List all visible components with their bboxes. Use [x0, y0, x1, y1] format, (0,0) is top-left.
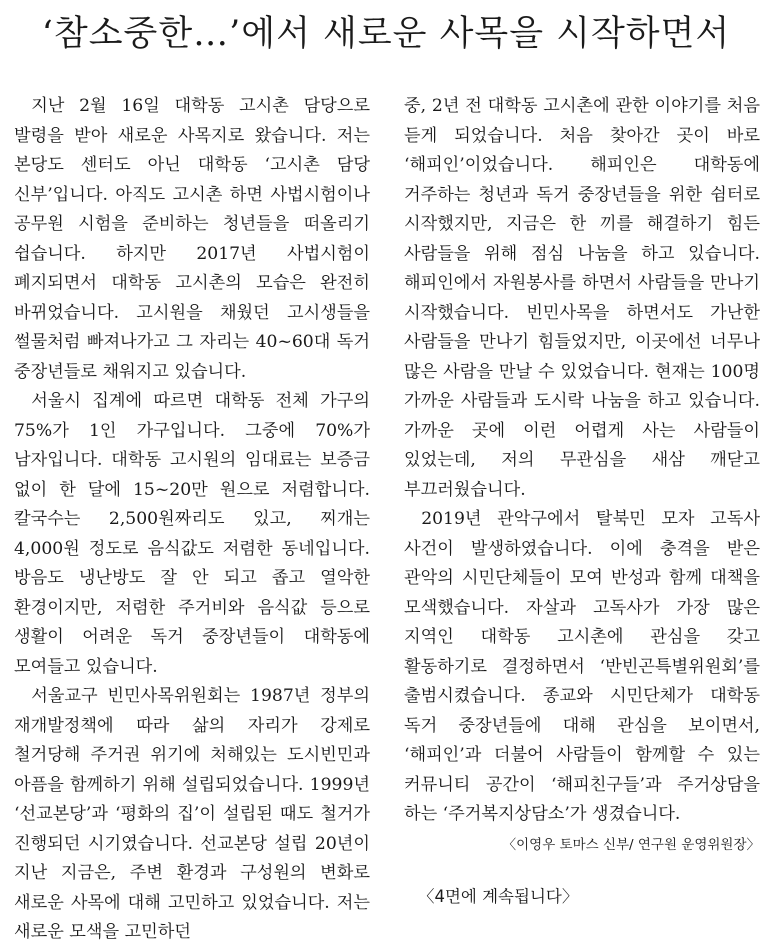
paragraph-5: 2019년 관악구에서 탈북민 모자 고독사 사건이 발생하였습니다. 이에 충격을 받은 관악의 시민단체들이 모여 반성과 함께 대책을 모색했습니다. 자살과 고독사가 가장 많은 지역인 대학동 고시촌에 관심을 갖고 활동하기로 결정하면서 ‘반빈곤특별위원회’를 출범시켰습니다. 종교와 시민단체가 대학동 독거 중장년들에 대해 관심을 보이면서, ‘해피인’과 더불어 사람들이 함께할 수 있는 커뮤니티 공간이 ‘해피친구들’과 주거상담을 하는 ‘주거복지상담소’가 생겼습니다.	[404, 509, 760, 824]
paragraph-4: 중, 2년 전 대학동 고시촌에 관한 이야기를 처음 듣게 되었습니다. 처음 찾아간 곳이 바로 ‘해피인’이었습니다. 해피인은 대학동에 거주하는 청년과 독거 중장년들을 위한 쉼터로 시작했지만, 지금은 한 끼를 해결하기 힘든 사람들을 위해 점심 나눔을 하고 있습니다. 해피인에서 자원봉사를 하면서 사람들을 만나기 시작했습니다. 빈민사목을 하면서도 가난한 사람들을 만나기 힘들었지만, 이곳에선 너무나 많은 사람을 만날 수 있었습니다. 현재는 100명 가까운 사람들과 도시락 나눔을 하고 있습니다. 가까운 곳에 이런 어렵게 사는 사람들이 있었는데, 저의 무관심을 새삼 깨닫고 부끄러웠습니다.	[404, 96, 760, 500]
article-title: ‘참소중한…’에서 새로운 사목을 시작하면서	[41, 14, 731, 54]
paragraph-3: 서울교구 빈민사목위원회는 1987년 정부의 재개발정책에 따라 삶의 자리가 강제로 철거당해 주거권 위기에 처해있는 도시빈민과 아픔을 함께하기 위해 설립되었습니다. 1999년 ‘선교본당’과 ‘평화의 집’이 설립된 때도 철거가 진행되던 시기였습니다. 선교본당 설립 20년이 지난 지금은, 주변 환경과 구성원의 변화로 새로운 사목에 대해 고민하고 있었습니다. 저는 새로운 모색을 고민하던	[14, 686, 370, 942]
paragraph-1: 지난 2월 16일 대학동 고시촌 담당으로 발령을 받아 새로운 사목지로 왔습니다. 저는 본당도 센터도 아닌 대학동 ‘고시촌 담당 신부’입니다. 아직도 고시촌 하면 사법시험이나 공무원 시험을 준비하는 청년들을 떠올리기 쉽습니다. 하지만 2017년 사법시험이 폐지되면서 대학동 고시촌의 모습은 완전히 바뀌었습니다. 고시원을 채웠던 고시생들을 썰물처럼 빠져나가고 그 자리는 40~60대 독거 중장년들로 채워지고 있습니다.	[14, 96, 370, 382]
article-left-column	[14, 92, 370, 948]
article-right-column	[404, 92, 760, 910]
author-byline: 〈이영우 토마스 신부/ 연구원 운영위원장〉	[502, 836, 760, 853]
continued-note: 〈4면에 계속됩니다〉	[418, 886, 579, 906]
paragraph-2: 서울시 집계에 따르면 대학동 전체 가구의 75%가 1인 가구입니다. 그중에 70%가 남자입니다. 대학동 고시원의 임대료는 보증금 없이 한 달에 15~20만 원으로 저렴합니다. 칼국수는 2,500원짜리도 있고, 찌개는 4,000원 정도로 음식값도 저렴한 동네입니다. 방음도 냉난방도 잘 안 되고 좁고 열악한 환경이지만, 저렴한 주거비와 음식값 등으로 생활이 어려운 독거 중장년들이 대학동에 모여들고 있습니다.	[14, 391, 370, 677]
